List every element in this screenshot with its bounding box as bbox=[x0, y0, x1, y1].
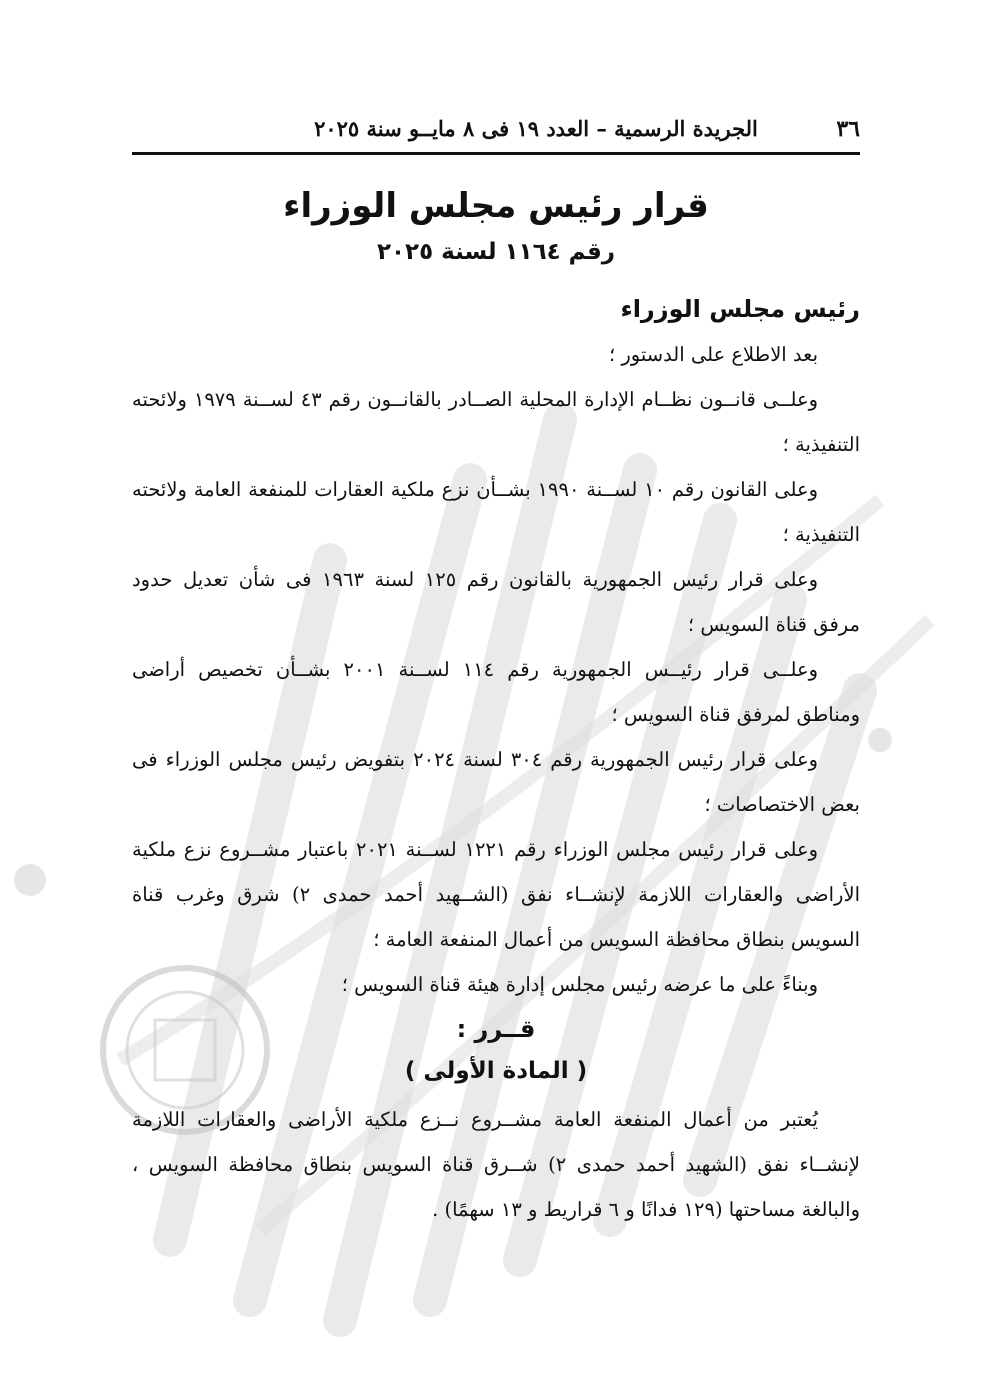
preamble-paragraph: وعلى قرار رئيس الجمهورية رقم ٣٠٤ لسنة ٢٠٢٤ بتفويض رئيس مجلس الوزراء فى بعض الاختصاصات ؛ bbox=[132, 748, 860, 816]
page-number: ٣٦ bbox=[836, 116, 860, 142]
preamble-paragraph: وعلــى قانــون نظــام الإدارة المحلية الصــادر بالقانــون رقم ٤٣ لســنة ١٩٧٩ ولائحته التنفيذية ؛ bbox=[132, 388, 860, 456]
article-title: ( المادة الأولى ) bbox=[404, 1058, 588, 1084]
issuing-authority: رئيس مجلس الوزراء bbox=[620, 295, 860, 323]
decided-label: قــرر : bbox=[456, 1015, 536, 1043]
article-text: يُعتبر من أعمال المنفعة العامة مشــروع نــزع ملكية الأراضى والعقارات اللازمة لإنشــاء نفق (الشهيد أحمد حمدى ٢) شــرق قناة السويس بنطاق محافظة السويس ، والبالغة مساحتها (١٢٩ فدانًا و ٦ قراريط و ١٣ سهمًا) . bbox=[132, 1108, 860, 1221]
preamble-paragraph: وعلــى قرار رئيــس الجمهورية رقم ١١٤ لســنة ٢٠٠١ بشــأن تخصيص أراضى ومناطق لمرفق قناة السويس ؛ bbox=[132, 658, 860, 726]
document-body bbox=[132, 180, 860, 1232]
decree-number: رقم ١١٦٤ لسنة ٢٠٢٥ bbox=[376, 239, 616, 265]
preamble-paragraph: وبناءً على ما عرضه رئيس مجلس إدارة هيئة قناة السويس ؛ bbox=[341, 973, 818, 996]
preamble-paragraph: وعلى قرار رئيس الجمهورية بالقانون رقم ١٢٥ لسنة ١٩٦٣ فى شأن تعديل حدود مرفق قناة السويس ؛ bbox=[132, 568, 860, 636]
preamble-paragraph: وعلى القانون رقم ١٠ لســنة ١٩٩٠ بشــأن نزع ملكية العقارات للمنفعة العامة ولائحته التنفيذية ؛ bbox=[132, 478, 860, 546]
decree-title: قرار رئيس مجلس الوزراء bbox=[283, 186, 709, 226]
page-header bbox=[132, 112, 860, 155]
preamble-paragraph: بعد الاطلاع على الدستور ؛ bbox=[608, 343, 818, 366]
running-title: الجريدة الرسمية – العدد ١٩ فى ٨ مايــو سنة ٢٠٢٥ bbox=[314, 116, 758, 141]
preamble-paragraph: وعلى قرار رئيس مجلس الوزراء رقم ١٢٢١ لســنة ٢٠٢١ باعتبار مشــروع نزع ملكية الأراضى والعقارات اللازمة لإنشــاء نفق (الشــهيد أحمد حمدى ٢) شرق وغرب قناة السويس بنطاق محافظة السويس من أعمال المنفعة العامة ؛ bbox=[132, 838, 860, 951]
